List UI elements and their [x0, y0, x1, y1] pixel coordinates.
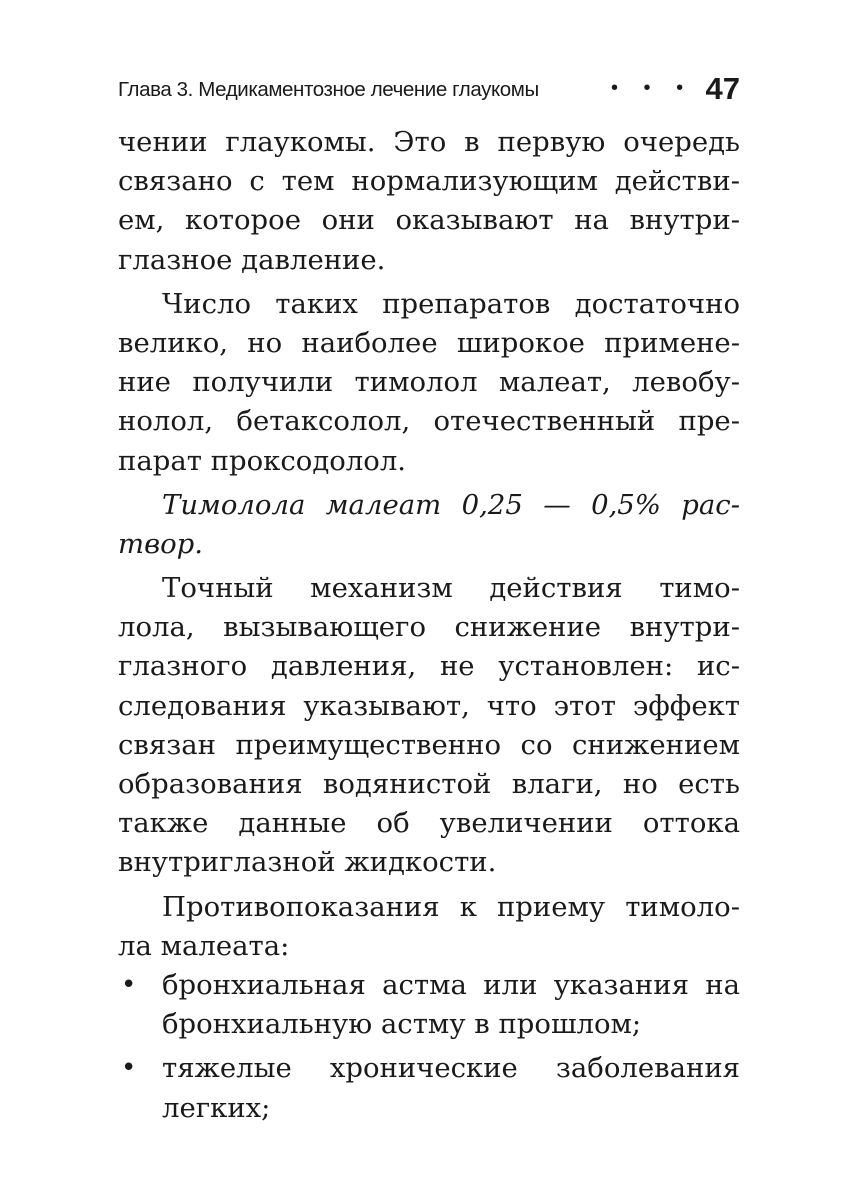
text-line: нолол, бетаксолол, отечественный пре-: [118, 405, 740, 438]
text-line: Число таких препаратов достаточно: [162, 287, 740, 320]
chapter-title: Глава 3. Медикаментозное лечение глаукомы: [118, 78, 539, 101]
paragraph: [118, 123, 740, 280]
paragraph: [118, 285, 740, 481]
text-line: глазного давления, не установлен: ис-: [118, 650, 740, 683]
text-line: Тимолола малеат 0,25 — 0,5% рас-: [162, 488, 740, 521]
text-line: Противопоказания к приему тимоло-: [162, 890, 740, 923]
text-line: чении глаукомы. Это в первую очередь: [118, 126, 740, 158]
text-line: также данные об увеличении оттока: [118, 807, 740, 840]
header-dots: • • •: [611, 77, 694, 99]
running-header: [118, 72, 740, 106]
list-item: [118, 966, 740, 1044]
text-line: внутриглазной жидкости.: [118, 846, 497, 879]
text-line: ла малеата:: [118, 929, 290, 962]
text-line: Точный механизм действия тимо-: [162, 572, 740, 605]
text-line: тяжелые хронические заболевания: [162, 1052, 740, 1085]
text-line: парат проксодолол.: [118, 444, 407, 477]
text-line: велико, но наиболее широкое примене-: [118, 326, 740, 359]
text-line: глазное давление.: [118, 243, 386, 276]
paragraph: [118, 569, 740, 883]
text-line: следования указывают, что этот эффект: [118, 689, 740, 722]
page-number: 47: [705, 71, 740, 106]
text-line: ем, которое они оказывают на внутри-: [118, 204, 740, 237]
body-text: [118, 123, 740, 1128]
text-line: бронхиальную астму в прошлом;: [162, 1008, 642, 1041]
text-line: легких;: [162, 1091, 271, 1124]
text-line: ние получили тимолол малеат, левобу-: [118, 366, 740, 399]
contraindication-list: [118, 966, 740, 1128]
text-line: связано с тем нормализующим действи-: [118, 165, 740, 198]
bullet-icon: •: [121, 969, 137, 1000]
text-line: бронхиальная астма или указания на: [162, 968, 740, 1001]
bullet-icon: •: [121, 1053, 137, 1084]
text-line: связан преимущественно со снижением: [118, 728, 740, 761]
list-item: [118, 1049, 740, 1127]
text-line: лола, вызывающего снижение внутри-: [118, 611, 740, 644]
paragraph: [118, 888, 740, 966]
drug-heading: [118, 486, 740, 564]
text-line: твор.: [118, 527, 203, 560]
text-line: образования водянистой влаги, но есть: [118, 768, 740, 800]
